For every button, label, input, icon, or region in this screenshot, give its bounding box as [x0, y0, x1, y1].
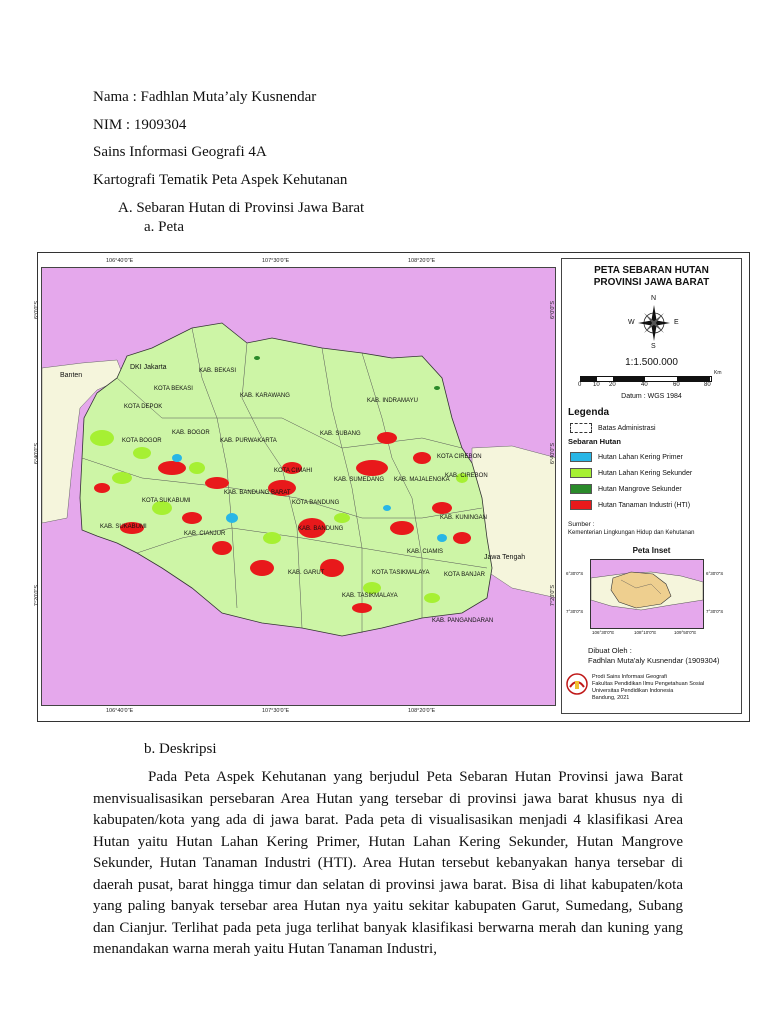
- top-tick-1: 106°40'0"E: [106, 258, 134, 264]
- map-side-panel: [561, 258, 742, 714]
- label-kab-kuningan: KAB. KUNINGAN: [440, 515, 488, 521]
- label-kab-karawang: KAB. KARAWANG: [240, 393, 290, 399]
- inset-right-tick-2: 7°30'0"S: [706, 609, 724, 614]
- course-name: Sains Informasi Geografi 4A: [93, 144, 267, 160]
- student-nim: NIM : 1909304: [93, 117, 187, 133]
- right-tick-1: 6°0'0"S: [550, 301, 556, 320]
- inset-left-tick-2: 7°30'0"S: [566, 609, 584, 614]
- legend-swatch-sekunder: [570, 468, 592, 478]
- scale-tick-20: 20: [609, 382, 616, 388]
- scale-tick-80: 80: [704, 382, 711, 388]
- compass-e: E: [674, 319, 679, 326]
- institution-line-1: Prodi Sains Informasi Geografi: [592, 674, 667, 680]
- institution-line-2: Fakultas Pendidikan Ilmu Pengetahuan Sosial: [592, 681, 705, 687]
- label-kab-pangandaran: KAB. PANGANDARAN: [432, 618, 494, 624]
- legend-label-primer: Hutan Lahan Kering Primer: [598, 453, 683, 461]
- left-tick-3: 7°20'0"S: [34, 585, 40, 607]
- compass-n: N: [651, 295, 657, 302]
- scale-unit: Km: [714, 370, 722, 376]
- inset-title: Peta Inset: [632, 546, 671, 555]
- legend-item-primer: [570, 452, 683, 462]
- legend-item-sekunder: [570, 468, 692, 478]
- legend-title: Legenda: [568, 407, 610, 418]
- left-tick-2: 6°40'0"S: [34, 443, 40, 465]
- scale-tick-10: 10: [593, 382, 600, 388]
- scale-text: 1:1.500.000: [625, 357, 678, 368]
- label-kab-majalengka: KAB. MAJALENGKA: [394, 477, 450, 483]
- right-tick-3: 7°20'0"S: [550, 585, 556, 607]
- label-kab-bekasi: KAB. BEKASI: [199, 368, 237, 374]
- legend-item-mangrove: [570, 484, 682, 494]
- label-kota-sukabumi: KOTA SUKABUMI: [142, 498, 191, 504]
- label-kab-ciamis: KAB. CIAMIS: [407, 549, 444, 555]
- bottom-tick-1: 106°40'0"E: [106, 708, 134, 714]
- student-name: Nama : Fadhlan Muta’aly Kusnendar: [93, 89, 317, 105]
- label-kab-bandung: KAB. BANDUNG: [298, 526, 344, 532]
- inset-bottom-tick-3: 109°50'0"E: [674, 630, 697, 635]
- inset-left-tick-1: 6°30'0"S: [566, 571, 584, 576]
- legend-item-hti: [570, 500, 690, 510]
- assignment-title: Kartografi Tematik Peta Aspek Kehutanan: [93, 172, 348, 188]
- scale-tick-40: 40: [641, 382, 648, 388]
- compass-rose: [628, 295, 679, 351]
- description-paragraph: Pada Peta Aspek Kehutanan yang berjudul Peta Sebaran Hutan Provinsi jawa Barat menvisualisasikan persebaran Area Hutan yang tersebar di provinsi jawa barat khusus nya di kabupaten/kota yang ada di jawa barat. Pada peta di visualisasikan menjadi 4 klasifikasi Area Hutan yaitu Hutan Lahan Kering Primer, Hutan Lahan Kering Sekunder, Hutan Mangrove Sekunder, Hutan Tanaman Industri (HTI). Area Hutan tersebut kebanyakan hanya tersebar di daerah pusat, barat hingga timur dan selatan di provinsi jawa barat. Bisa di lihat kabupaten/kota yang paling banyak tersebar area Hutan nya yaitu sekitar kabupaten Garut, Sumedang, Subang dan Cianjur. Terlihat pada peta juga terlihat banyak klasifikasi berwarna merah dan kuning yang menandakan warna merah yaitu Hutan Tanaman Industri,: [93, 769, 683, 957]
- label-jateng: Jawa Tengah: [484, 554, 526, 561]
- label-kota-depok: KOTA DEPOK: [124, 404, 163, 410]
- label-kota-bogor: KOTA BOGOR: [122, 438, 162, 444]
- label-banten: Banten: [60, 372, 83, 379]
- source-label: Sumber :: [568, 521, 595, 528]
- label-kota-tasikmalaya: KOTA TASIKMALAYA: [372, 570, 430, 576]
- legend-swatch-hti: [570, 500, 592, 510]
- legend-swatch-primer: [570, 452, 592, 462]
- legend-label-mangrove: Hutan Mangrove Sekunder: [598, 485, 682, 493]
- scale-tick-60: 60: [673, 382, 680, 388]
- label-kab-sukabumi: KAB. SUKABUMI: [100, 524, 147, 530]
- right-tick-2: 6°40'0"S: [550, 443, 556, 465]
- subsection-a-heading: a. Peta: [144, 219, 184, 235]
- upi-logo: [566, 673, 588, 695]
- inset-map: [590, 559, 704, 629]
- top-tick-3: 108°20'0"E: [408, 258, 436, 264]
- institution-line-4: Bandung, 2021: [592, 695, 630, 701]
- label-kab-cianjur: KAB. CIANJUR: [184, 531, 226, 537]
- section-a-heading: A. Sebaran Hutan di Provinsi Jawa Barat: [118, 200, 365, 216]
- compass-s: S: [651, 343, 656, 350]
- label-kota-banjar: KOTA BANJAR: [444, 572, 485, 578]
- map-layout: [34, 252, 750, 722]
- bottom-tick-3: 108°20'0"E: [408, 708, 436, 714]
- map-canvas: [42, 268, 556, 706]
- made-by-label: Dibuat Oleh :: [588, 646, 632, 655]
- bottom-tick-2: 107°30'0"E: [262, 708, 290, 714]
- legend-admin-label: Batas Administrasi: [598, 424, 656, 432]
- label-kab-cirebon: KAB. CIREBON: [445, 473, 488, 479]
- inset-right-tick-1: 6°30'0"S: [706, 571, 724, 576]
- label-kab-tasikmalaya: KAB. TASIKMALAYA: [342, 593, 398, 599]
- legend-group: Sebaran Hutan: [568, 437, 621, 446]
- inset-map-canvas: [591, 560, 703, 628]
- map-title-line-2: PROVINSI JAWA BARAT: [593, 277, 710, 288]
- compass-w: W: [628, 319, 635, 326]
- university-logo-icon: [566, 673, 588, 695]
- institution-line-3: Universitas Pendidikan Indonesia: [592, 688, 674, 694]
- label-kab-purwakarta: KAB. PURWAKARTA: [220, 438, 277, 444]
- legend-label-hti: Hutan Tanaman Industri (HTI): [598, 501, 691, 509]
- source-text: Kementerian Lingkungan Hidup dan Kehutanan: [568, 530, 695, 536]
- inset-bottom-tick-2: 108°10'0"E: [634, 630, 657, 635]
- label-kab-sumedang: KAB. SUMEDANG: [334, 477, 385, 483]
- label-kab-subang: KAB. SUBANG: [320, 431, 361, 437]
- label-kota-cimahi: KOTA CIMAHI: [274, 468, 313, 474]
- subsection-b-heading: b. Deskripsi: [144, 741, 217, 757]
- legend-label-sekunder: Hutan Lahan Kering Sekunder: [598, 469, 693, 477]
- label-kota-bekasi: KOTA BEKASI: [154, 386, 193, 392]
- label-kota-bandung: KOTA BANDUNG: [292, 500, 340, 506]
- legend-admin: [570, 423, 656, 433]
- inset-bottom-tick-1: 106°30'0"E: [592, 630, 615, 635]
- scale-tick-0: 0: [578, 382, 582, 388]
- map-area: [41, 267, 556, 706]
- label-dki: DKI Jakarta: [130, 364, 167, 371]
- legend-admin-swatch: [570, 423, 592, 433]
- datum-text: Datum : WGS 1984: [621, 393, 682, 400]
- label-kab-indramayu: KAB. INDRAMAYU: [367, 398, 418, 404]
- label-kab-bogor: KAB. BOGOR: [172, 430, 210, 436]
- top-tick-2: 107°30'0"E: [262, 258, 290, 264]
- label-kab-garut: KAB. GARUT: [288, 570, 325, 576]
- made-by-name: Fadhlan Muta'aly Kusnendar (1909304): [588, 656, 720, 665]
- left-tick-1: 6°0'0"S: [34, 301, 40, 320]
- label-kab-bandung-barat: KAB. BANDUNG BARAT: [224, 490, 291, 496]
- legend-swatch-mangrove: [570, 484, 592, 494]
- map-title-line-1: PETA SEBARAN HUTAN: [594, 265, 709, 276]
- label-kota-cirebon: KOTA CIREBON: [437, 454, 482, 460]
